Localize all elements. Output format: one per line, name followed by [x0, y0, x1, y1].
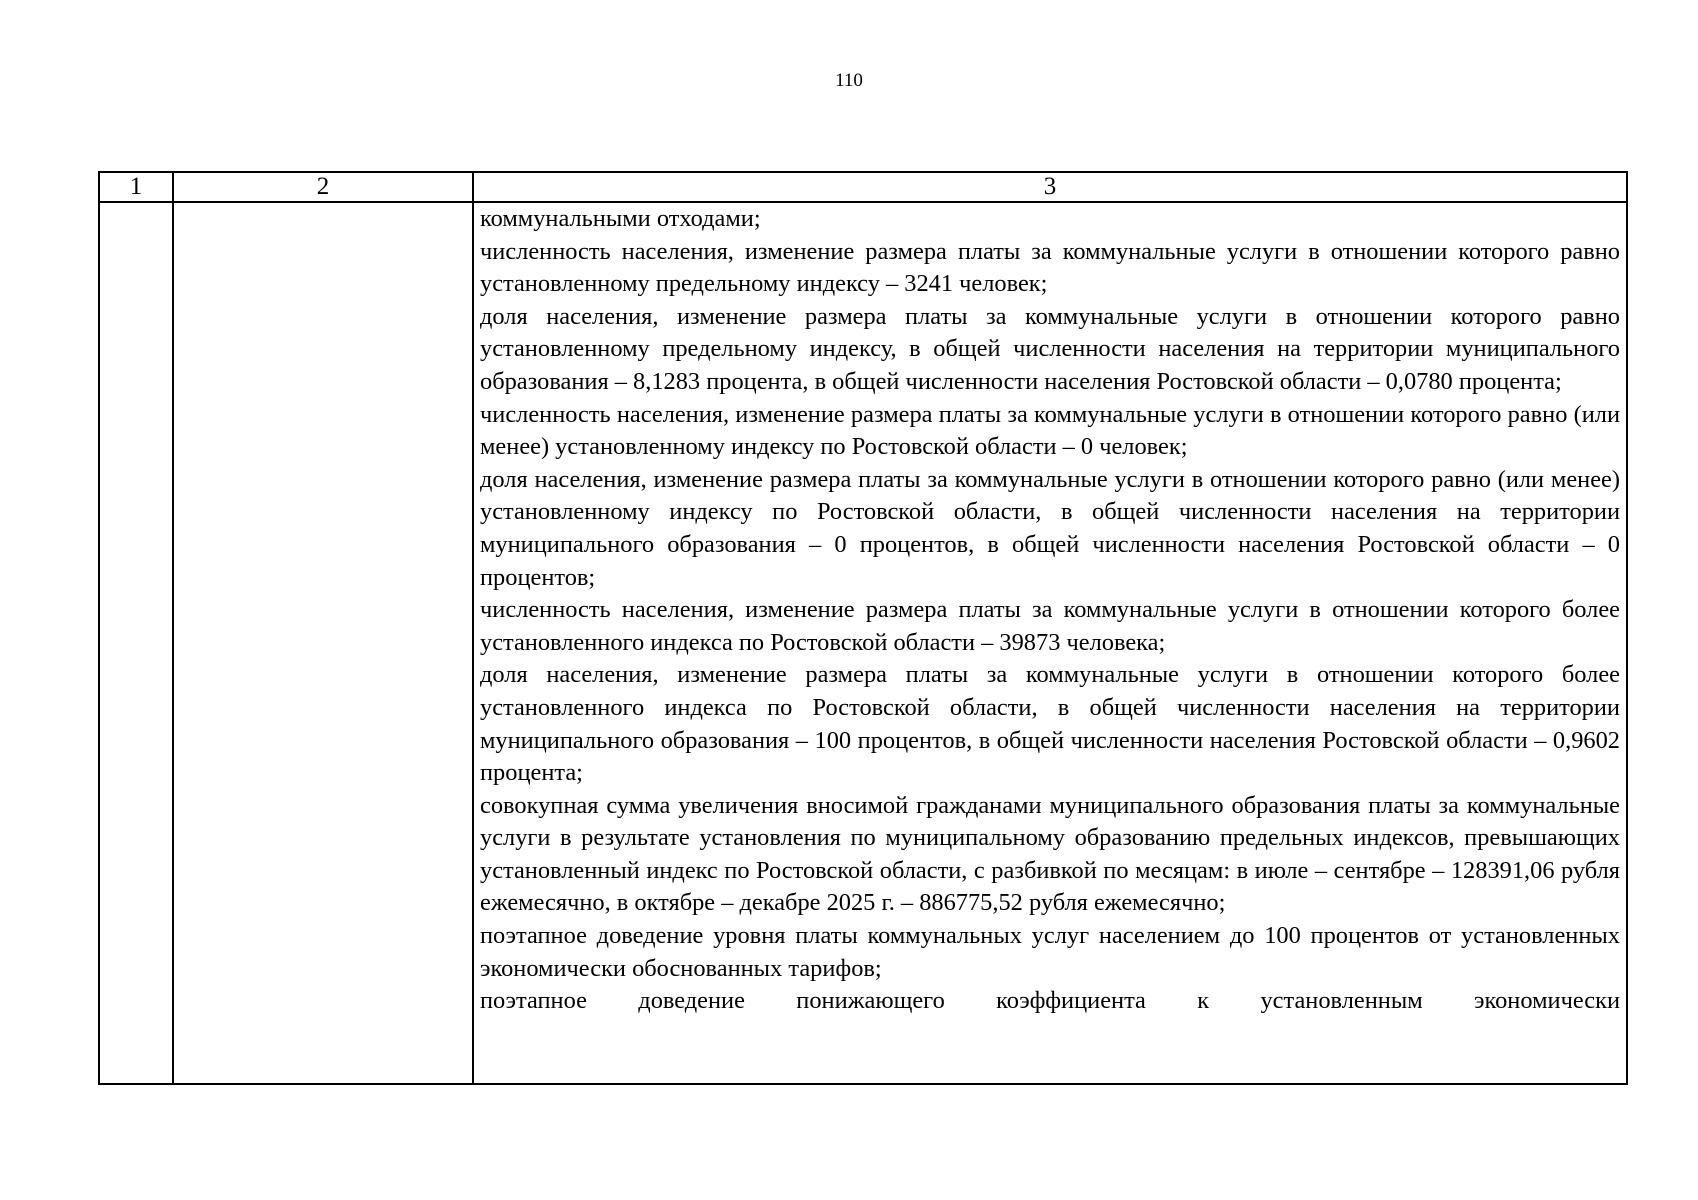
- paragraph: поэтапное доведение понижающего коэффициента к установленным экономически: [480, 987, 1620, 1015]
- cell-col-3: [473, 202, 1627, 1084]
- paragraph: поэтапное доведение уровня платы коммунальных услуг населением до 100 процентов от установленных экономически обоснованных тарифов;: [480, 922, 1620, 982]
- header-col-1: 1: [99, 172, 173, 202]
- table-row: [99, 202, 1627, 1084]
- paragraph: доля населения, изменение размера платы за коммунальные услуги в отношении которого более установленного индекса по Ростовской области, в общей численности населения на территории муниципального образования – 100 процентов, в общей численности населения Ростовской области – 0,9602 процента;: [480, 661, 1620, 787]
- header-col-2: 2: [173, 172, 473, 202]
- cell-col-1: [99, 202, 173, 1084]
- paragraph: численность населения, изменение размера платы за коммунальные услуги в отношении которого более установленного индекса по Ростовской области – 39873 человека;: [480, 596, 1620, 656]
- paragraph: доля населения, изменение размера платы за коммунальные услуги в отношении которого равно (или менее) установленному индексу по Ростовской области, в общей численности населения на территории муниципального образования – 0 процентов, в общей численности населения Ростовской области – 0 процентов;: [480, 465, 1620, 591]
- table-header-row: [99, 172, 1627, 202]
- page-number: 110: [835, 70, 863, 91]
- document-table: [98, 171, 1628, 1085]
- paragraph: численность населения, изменение размера платы за коммунальные услуги в отношении которого равно (или менее) установленному индексу по Ростовской области – 0 человек;: [480, 400, 1620, 461]
- paragraph: коммунальными отходами;: [480, 205, 761, 232]
- paragraph: совокупная сумма увеличения вносимой гражданами муниципального образования платы за коммунальные услуги в результате установления по муниципальному образованию предельных индексов, превышающих установленный индекс по Ростовской области, с разбивкой по месяцам: в июле – сентябре – 128391,06 рубля ежемесячно, в октябре – декабре 2025 г. – 886775,52 рубля ежемесячно;: [480, 791, 1620, 917]
- paragraph: доля населения, изменение размера платы за коммунальные услуги в отношении которого равно установленному предельному индексу, в общей численности населения на территории муниципального образования – 8,1283 процента, в общей численности населения Ростовской области – 0,0780 процента;: [480, 302, 1620, 395]
- header-col-3: 3: [473, 172, 1627, 202]
- paragraph: численность населения, изменение размера платы за коммунальные услуги в отношении которого равно установленному предельному индексу – 3241 человек;: [480, 237, 1620, 298]
- cell-col-2: [173, 202, 473, 1084]
